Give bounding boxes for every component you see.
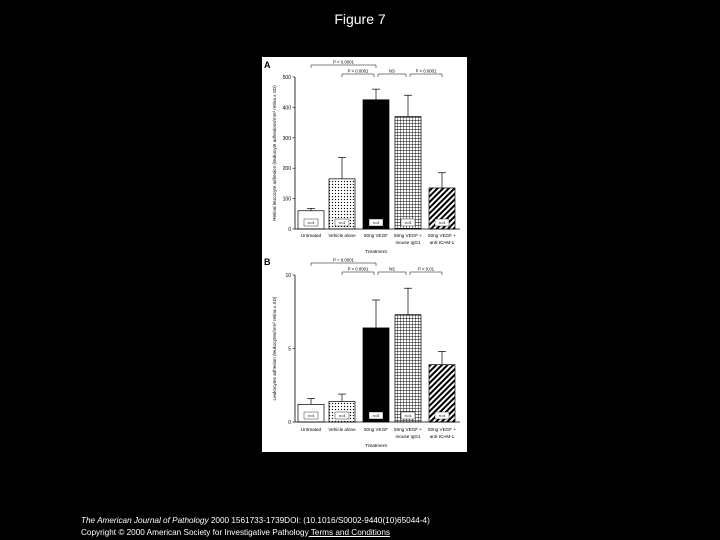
panel-a-bar bbox=[363, 100, 389, 229]
significance-label: P < 0.0001 bbox=[333, 59, 354, 65]
significance-label: P < 0.01 bbox=[417, 266, 435, 272]
terms-and-conditions-link[interactable]: Terms and Conditions bbox=[308, 528, 390, 537]
panel-a-y-tick-label: 300 bbox=[282, 135, 291, 142]
panel-a-y-tick-label: 500 bbox=[282, 75, 291, 81]
copyright-line bbox=[81, 528, 390, 537]
panel-b-y-tick-label: 0 bbox=[288, 420, 291, 426]
citation-details: 2000 1561733-1739DOI: (10.1016/S0002-9440(10)65044-4) bbox=[208, 516, 430, 525]
panel-a-n-label: n=4 bbox=[438, 220, 446, 225]
panel-a-y-tick-label: 100 bbox=[282, 196, 291, 203]
panel-b-y-tick-label: 5 bbox=[288, 346, 291, 353]
panel-a-n-label: n=4 bbox=[307, 220, 315, 225]
citation-line bbox=[81, 516, 430, 525]
panel-a-category-label-line2: anti-ICAM-1 bbox=[429, 240, 455, 245]
panel-a-y-tick-label: 0 bbox=[288, 227, 291, 233]
panel-a-category-label: Untreated bbox=[300, 233, 322, 238]
panel-a-y-tick-label: 200 bbox=[282, 166, 291, 173]
significance-label: P = 0.0001 bbox=[333, 257, 354, 263]
panel-b-n-label: n=4 bbox=[338, 413, 346, 418]
panel-b-n-label: n=4 bbox=[404, 413, 412, 418]
panel-a-category-label: 50ng VEGF + bbox=[428, 233, 456, 238]
panel-b-category-label: 50ng VEGF + bbox=[394, 427, 422, 432]
panel-a-n-label: n=4 bbox=[338, 220, 346, 225]
panel-b-bar bbox=[363, 328, 389, 422]
panel-b-y-axis-title: Leukocytes adhesion (leukocytes/mm² retina ± SD) bbox=[272, 296, 277, 401]
panel-a-n-label: n=5 bbox=[404, 220, 412, 225]
panel-a-y-tick-label: 400 bbox=[282, 105, 291, 112]
panel-a-category-label: 50ng VEGF bbox=[363, 233, 389, 238]
bar-chart-figure bbox=[262, 57, 467, 452]
significance-label: P < 0.0001 bbox=[347, 266, 369, 272]
copyright-text: Copyright © 2000 American Society for Investigative Pathology bbox=[81, 528, 309, 537]
panel-b-y-tick-label: 10 bbox=[285, 273, 291, 279]
significance-label: P < 0.0001 bbox=[347, 68, 369, 74]
panel-a-x-axis-title: Treatment bbox=[365, 250, 387, 255]
panel-a-letter: A bbox=[264, 60, 271, 70]
panel-a-category-label: 50ng VEGF + bbox=[394, 233, 422, 238]
panel-a-y-axis-title: Retinal leucocyte adhesion (leukocyte adhesions/mm² retina ± SD) bbox=[272, 85, 277, 221]
panel-b-n-label: n=5 bbox=[372, 413, 380, 418]
panel-a-bar bbox=[395, 117, 421, 229]
panel-b-letter: B bbox=[264, 257, 271, 267]
significance-label: P < 0.0001 bbox=[415, 68, 437, 74]
panel-a-n-label: n=4 bbox=[372, 220, 380, 225]
panel-b-n-label: n=4 bbox=[438, 413, 446, 418]
significance-label: NS bbox=[389, 266, 395, 272]
panel-a-category-label: Vehicle alone bbox=[328, 233, 356, 238]
panel-b-category-label: Untreated bbox=[300, 427, 322, 432]
panel-b-n-label: n=4 bbox=[307, 413, 315, 418]
panel-b-category-label: 50ng VEGF + bbox=[428, 427, 456, 432]
panel-b-x-axis-title: Treatment bbox=[365, 444, 387, 449]
panel-b-bar bbox=[395, 315, 421, 422]
panel-b-category-label-line2: anti-ICAM-1 bbox=[429, 434, 455, 439]
panel-b-category-label-line2: mouse IgG1 bbox=[395, 434, 421, 439]
panel-b-category-label: 50ng VEGF bbox=[363, 427, 389, 432]
panel-a-category-label-line2: mouse IgG1 bbox=[395, 240, 421, 245]
figure-panel bbox=[262, 57, 467, 452]
page-title: Figure 7 bbox=[334, 11, 386, 27]
journal-name: The American Journal of Pathology bbox=[81, 516, 209, 525]
panel-b-category-label: Vehicle alone bbox=[328, 427, 356, 432]
significance-label: NS bbox=[389, 68, 395, 74]
